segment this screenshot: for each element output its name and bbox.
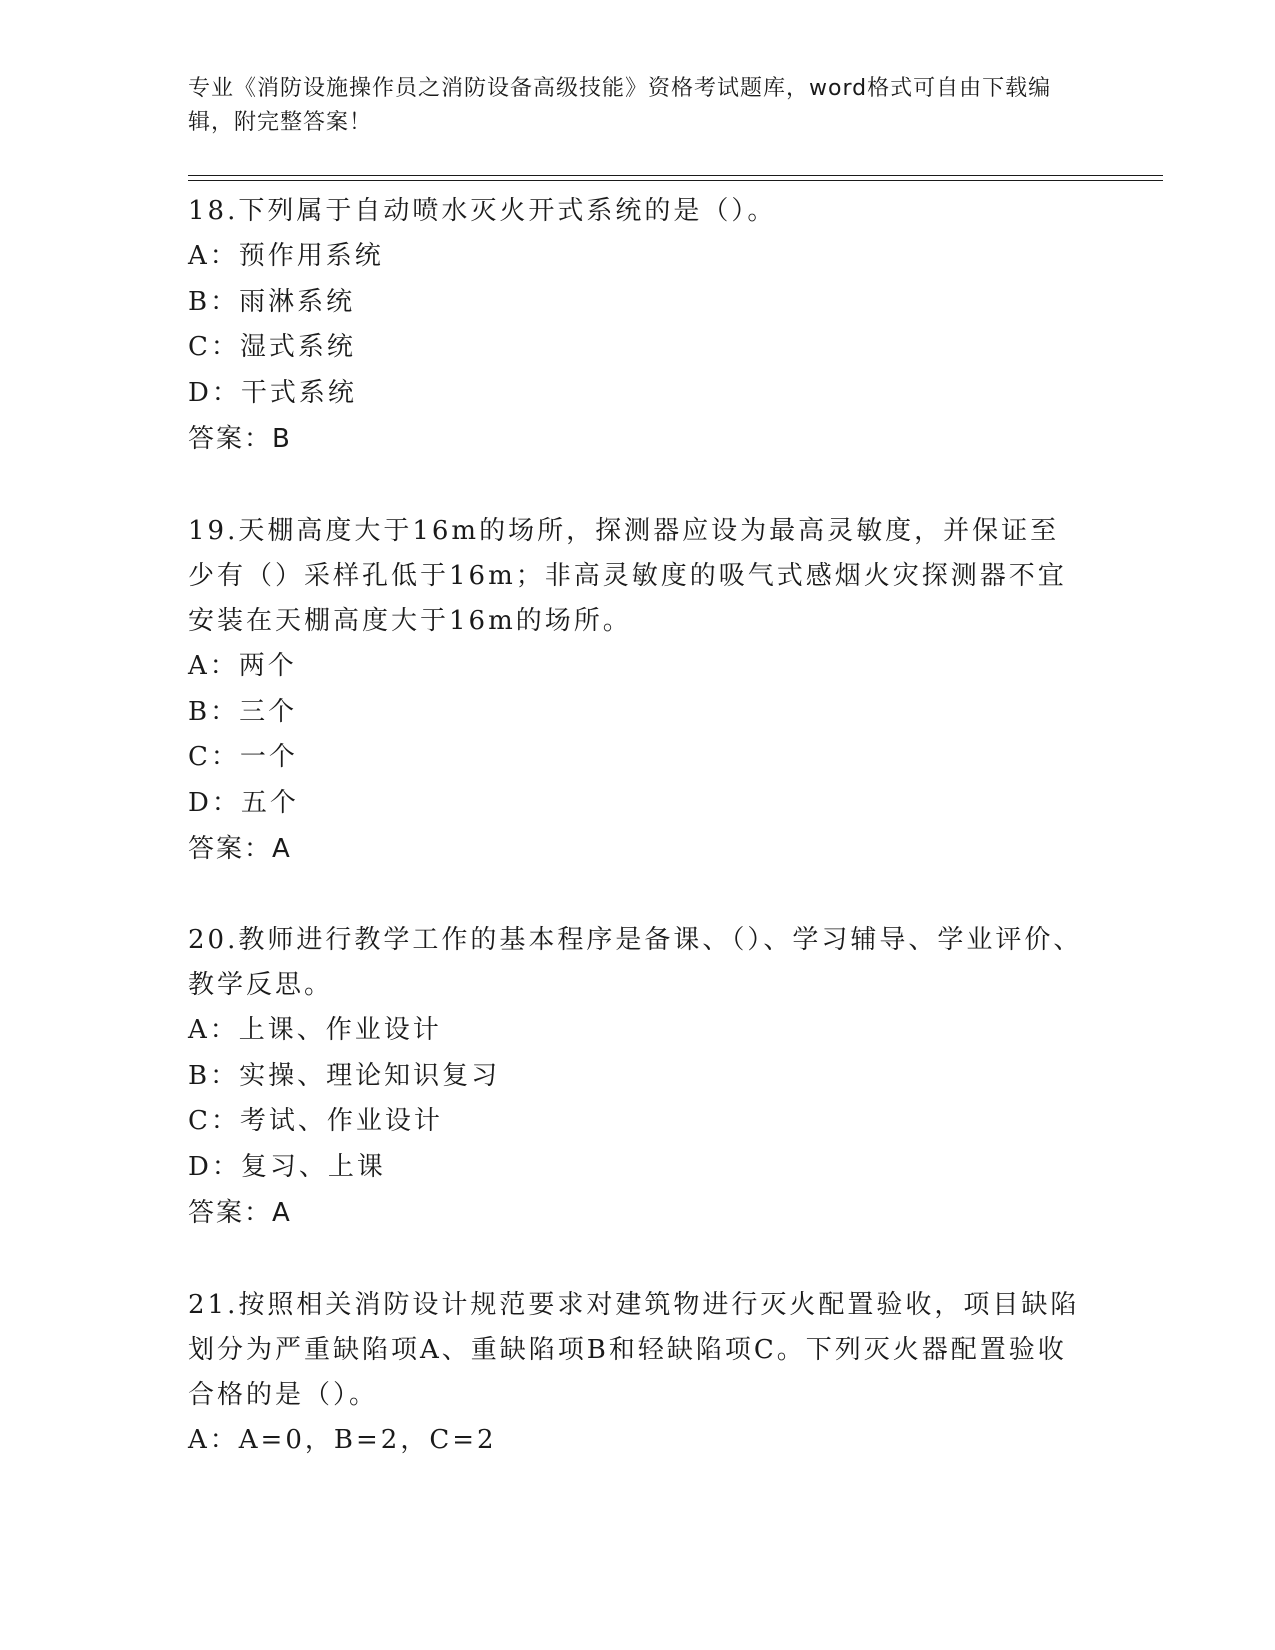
option-d: D：干式系统 [188, 378, 357, 409]
question-19 [188, 509, 1088, 873]
document-header: 专业《消防设施操作员之消防设备高级技能》资格考试题库，word格式可自由下载编辑，附完整答案！ [188, 76, 1052, 135]
option-b: B：雨淋系统 [188, 286, 356, 317]
answer: 答案：A [188, 833, 292, 864]
option-a: A：两个 [188, 651, 297, 681]
option-a: A：上课、作业设计 [188, 1015, 442, 1045]
question-21 [188, 1283, 1088, 1464]
option-c: C：考试、作业设计 [188, 1106, 443, 1137]
option-d: D：复习、上课 [188, 1152, 386, 1183]
answer: 答案：B [188, 423, 292, 454]
option-c: C：湿式系统 [188, 332, 356, 363]
header-divider-bottom [188, 180, 1163, 181]
header-divider-top [188, 175, 1163, 176]
question-stem: 20.教师进行教学工作的基本程序是备课、（）、学习辅导、学业评价、教学反思。 [188, 925, 1083, 1000]
question-20 [188, 918, 1088, 1237]
option-c: C：一个 [188, 742, 298, 773]
question-stem: 18.下列属于自动喷水灭火开式系统的是（）。 [188, 196, 777, 226]
option-a: A：A=0，B=2，C=2 [188, 1425, 497, 1455]
option-d: D：五个 [188, 788, 299, 819]
question-18 [188, 189, 1088, 463]
answer: 答案：A [188, 1197, 292, 1228]
question-stem: 19.天棚高度大于16m的场所，探测器应设为最高灵敏度，并保证至少有（）采样孔低于16m；非高灵敏度的吸气式感烟火灾探测器不宜安装在天棚高度大于16m的场所。 [188, 516, 1067, 636]
option-b: B：实操、理论知识复习 [188, 1060, 501, 1091]
option-b: B：三个 [188, 696, 298, 727]
question-stem: 21.按照相关消防设计规范要求对建筑物进行灭火配置验收，项目缺陷划分为严重缺陷项A、重缺陷项B和轻缺陷项C。下列灭火器配置验收合格的是（）。 [188, 1290, 1080, 1410]
option-a: A：预作用系统 [188, 241, 384, 271]
